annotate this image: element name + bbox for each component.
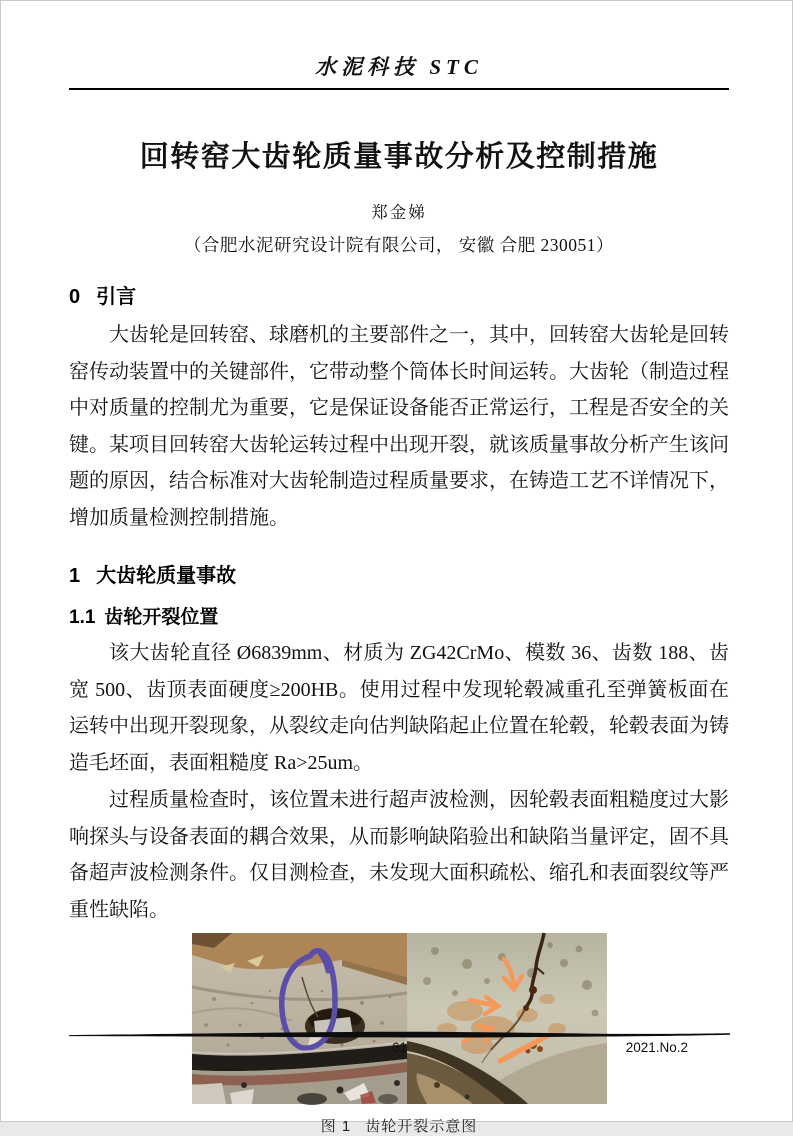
crack-location-paragraph-2: 过程质量检查时，该位置未进行超声波检测，因轮毂表面粗糙度过大影响探头与设备表面的耦合效果，从而影响缺陷验出和缺陷当量评定，固不具备超声波检测条件。仅目测检查，未发现大面积疏松、缩孔和表面裂纹等严重性缺陷。: [69, 789, 729, 921]
section-heading-intro: [69, 280, 729, 309]
section-title: 引言: [96, 286, 137, 308]
gear-hub-photo: [192, 933, 407, 1104]
intro-paragraph: 大齿轮是回转窑、球磨机的主要部件之一，其中，回转窑大齿轮是回转窑传动装置中的关键部件，它带动整个筒体长时间运转。大齿轮（制造过程中对质量的控制尤为重要，它是保证设备能否正常运行，工程是否安全的关键。某项目回转窑大齿轮运转过程中出现开裂，就该质量事故分析产生该问题的原因，结合标准对大齿轮制造过程质量要求，在铸造工艺不详情况下，增加质量检测控制措施。: [69, 324, 729, 529]
section-number: 1: [69, 565, 81, 587]
section-heading-accident: [69, 559, 729, 588]
article-author: 郑金娣: [371, 203, 427, 222]
journal-header: [69, 1, 729, 90]
page-number: 61: [391, 1040, 408, 1055]
crack-location-paragraph-1: 该大齿轮直径 Ø6839mm、材质为 ZG42CrMo、模数 36、齿数 188、齿宽 500、齿顶表面硬度≥200HB。使用过程中发现轮毂减重孔至弹簧板面在运转中出现开裂现象，从裂纹走向估判缺陷起止位置在轮毂，轮毂表面为铸造毛坯面，表面粗糙度 Ra>25um。: [69, 642, 729, 774]
article-affiliation: （合肥水泥研究设计院有限公司， 安徽 合肥 230051）: [183, 235, 615, 255]
page-footer: [69, 1031, 730, 1060]
footer-rule: [69, 1031, 730, 1039]
issue-label: 2021.No.2: [625, 1040, 688, 1055]
section-title: 大齿轮质量事故: [96, 565, 237, 587]
figure-caption: [69, 1115, 729, 1136]
figure-photos: [69, 933, 729, 1104]
section-heading-crack-location: [69, 602, 729, 629]
article-title: 回转窑大齿轮质量事故分析及控制措施: [139, 141, 659, 173]
section-number: 0: [69, 286, 81, 308]
figure-caption-text: 齿轮开裂示意图: [365, 1118, 478, 1135]
header-rule: [69, 88, 729, 90]
crack-closeup-photo: [407, 933, 607, 1104]
journal-title: 水泥科技 STC: [315, 55, 483, 79]
section-title: 齿轮开裂位置: [104, 607, 219, 628]
section-number: 1.1: [69, 607, 96, 628]
footer-row: [69, 1040, 730, 1060]
figure-label: 图 1: [320, 1118, 352, 1135]
